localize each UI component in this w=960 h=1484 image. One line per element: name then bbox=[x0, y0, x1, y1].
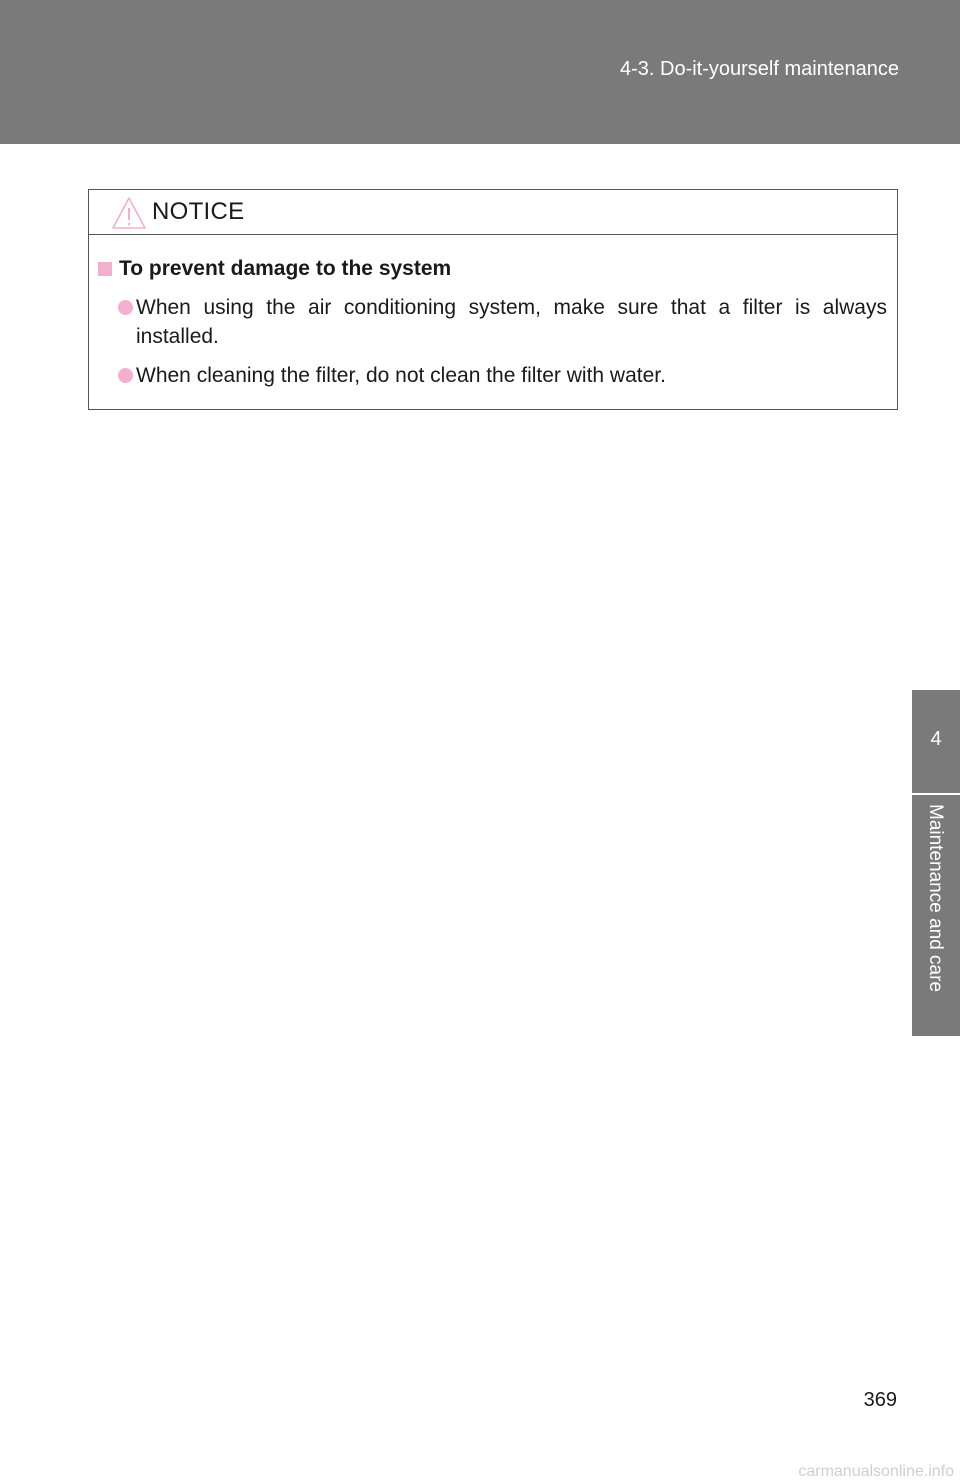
warning-triangle-icon bbox=[111, 196, 147, 230]
section-title: 4-3. Do-it-yourself maintenance bbox=[619, 58, 899, 80]
notice-header bbox=[89, 190, 897, 235]
notice-heading-text: To prevent damage to the system bbox=[119, 257, 452, 280]
chapter-name: Maintenance and care bbox=[925, 804, 946, 993]
dot-bullet-icon bbox=[118, 368, 133, 383]
notice-subheading bbox=[98, 255, 887, 283]
notice-list-item bbox=[98, 361, 887, 390]
page-number: 369 bbox=[863, 1389, 897, 1411]
square-bullet-icon bbox=[98, 262, 112, 276]
side-tab-divider bbox=[912, 793, 960, 795]
chapter-side-tab bbox=[912, 690, 960, 1036]
chapter-number: 4 bbox=[930, 728, 942, 750]
notice-label: NOTICE bbox=[152, 198, 245, 225]
notice-box bbox=[88, 189, 898, 410]
dot-bullet-icon bbox=[118, 300, 133, 315]
watermark: carmanualsonline.info bbox=[798, 1463, 954, 1480]
notice-list-item bbox=[98, 293, 887, 351]
notice-item-text: When cleaning the filter, do not clean the filter with water. bbox=[136, 364, 666, 387]
header-band bbox=[0, 0, 960, 144]
notice-item-text: When using the air conditioning system, make sure that a filter is always installed. bbox=[136, 296, 887, 348]
notice-body bbox=[89, 235, 897, 390]
